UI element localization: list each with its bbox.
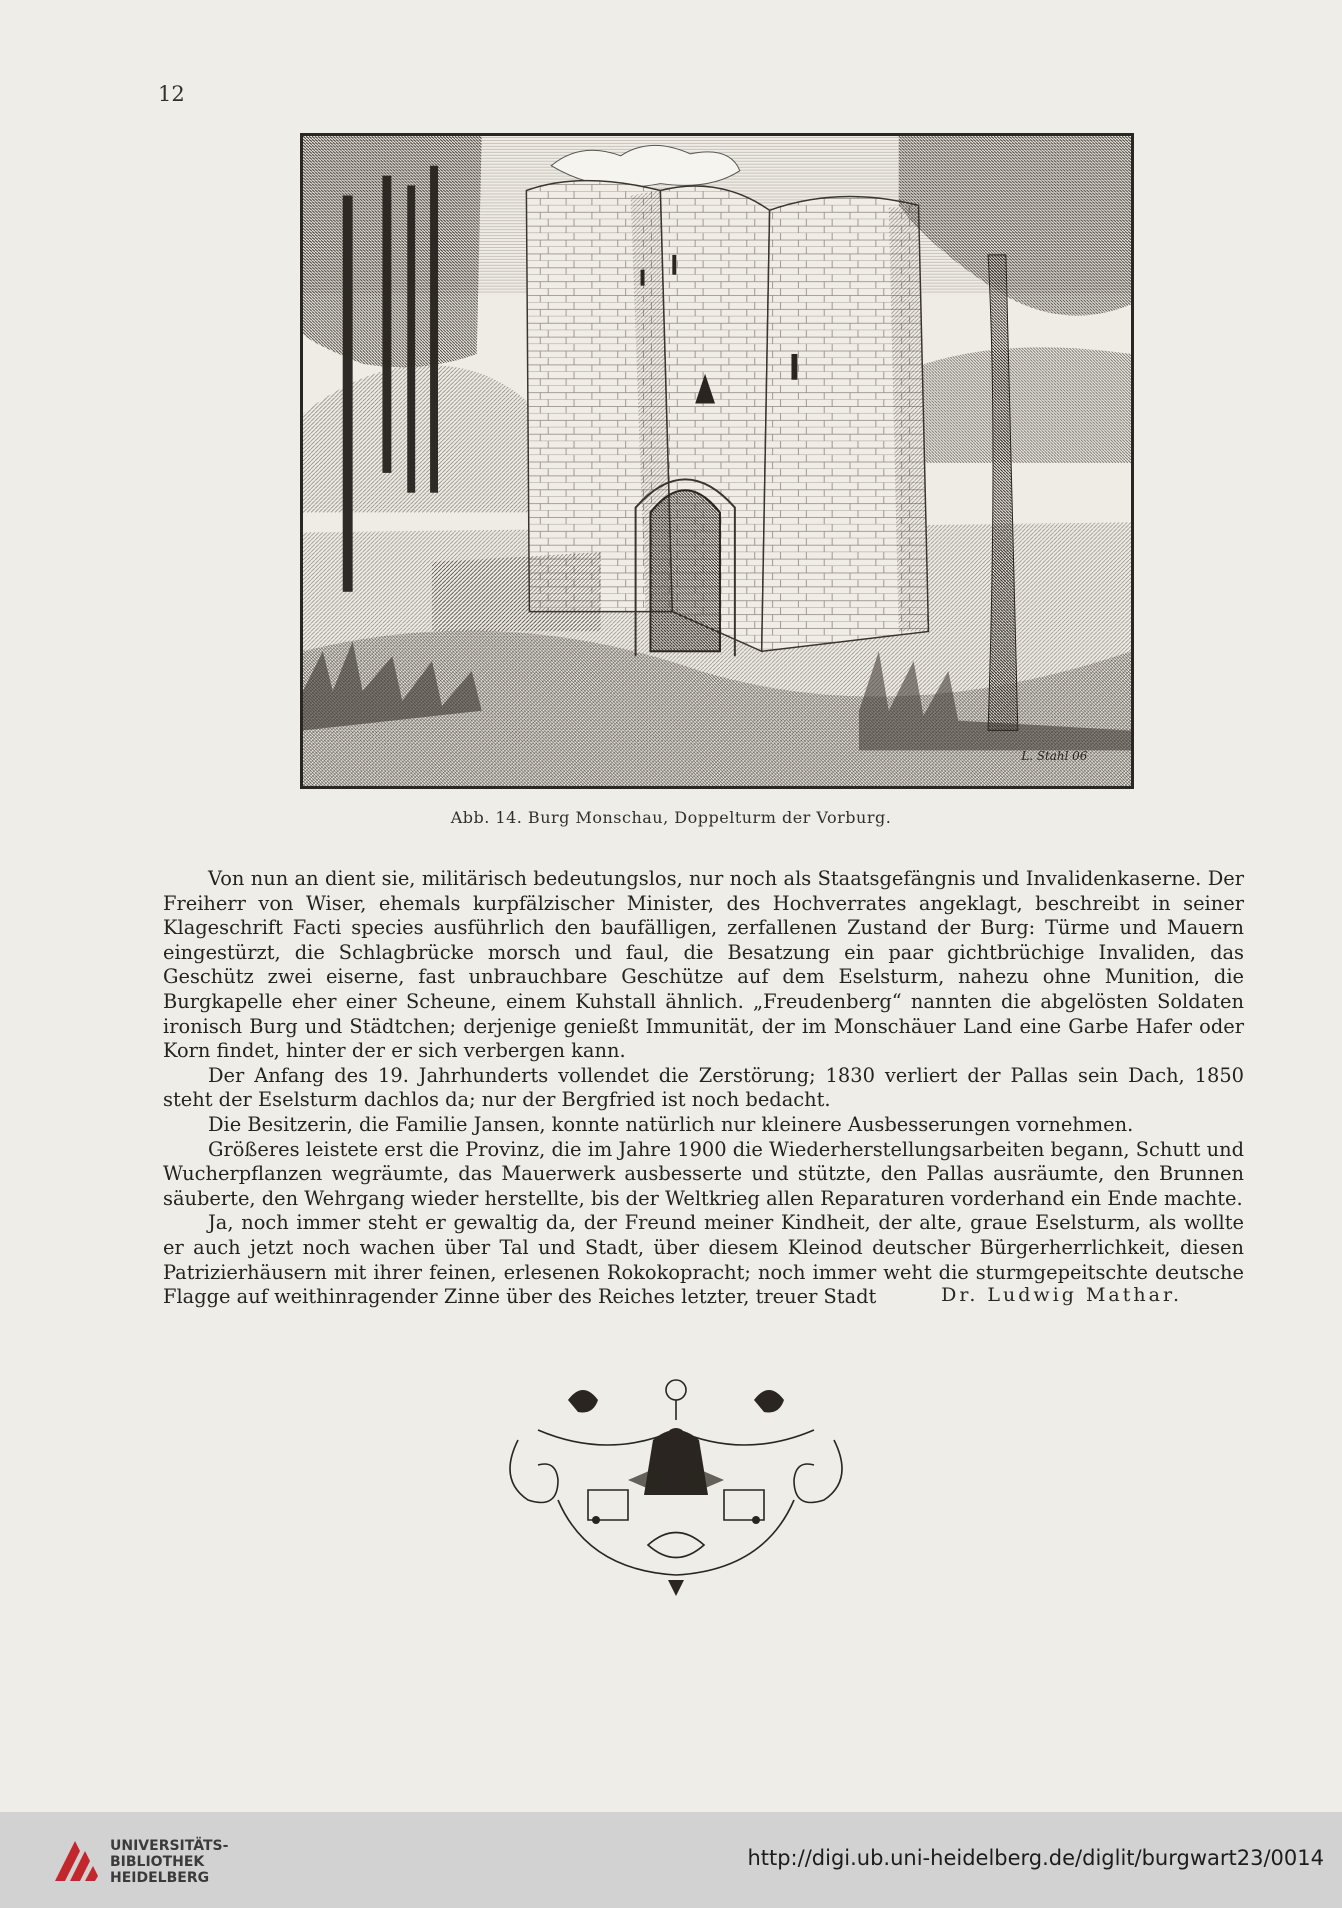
paragraph: Ja, noch immer steht er gewaltig da, der Freund meiner Kindheit, der alte, graue Eselsturm, als wollte er auch jetzt noch wachen über Tal und Stadt, über diesem Kleinod deutscher Bürgerherrlichkeit, diesen Patrizierhäusern mit ihrer feinen, erlesenen Rokokopracht; noch immer weht die sturmgepeitschte deutsche Flagge auf weithinragender Zinne über des Reiches letzter, treuer Stadt xyxy=(163,1211,1244,1309)
paragraph: Von nun an dient sie, militärisch bedeutungslos, nur noch als Staatsgefängnis und Invalidenkaserne. Der Freiherr von Wiser, ehemals kurpfälzischer Minister, des Hochverrates angeklagt, beschreibt in seiner Klageschrift Facti species ausführlich den baufälligen, zerfallenen Zustand der Burg: Türme und Mauern eingestürzt, die Schlagbrücke morsch und faul, die Besatzung ein paar gichtbrüchige Invaliden, das Geschütz zwei eiserne, fast unbrauchbare Geschütze auf dem Eselsturm, nahezu ohne Munition, die Burgkapelle eher einer Scheune, einem Kuhstall ähnlich. „Freudenberg“ nannten die abgelösten Soldaten ironisch Burg und Städtchen; derjenige genießt Immunität, der im Monschäuer Land eine Garbe Hafer oder Korn findet, hinter der er sich verbergen kann. xyxy=(163,867,1244,1063)
paragraph: Der Anfang des 19. Jahrhunderts vollendet die Zerstörung; 1830 verliert der Pallas sein Dach, 1850 steht der Eselsturm dachlos da; nur der Bergfried ist noch bedacht. xyxy=(163,1063,1244,1112)
scholar-ornament-icon xyxy=(498,1370,854,1596)
castle-illustration xyxy=(300,133,1134,789)
library-name-line: HEIDELBERG xyxy=(110,1870,210,1886)
ornamental-vignette xyxy=(498,1370,854,1596)
paragraph: Die Besitzerin, die Familie Jansen, konnte natürlich nur kleinere Ausbesserungen vornehmen. xyxy=(208,1112,1134,1136)
library-name-line: UNIVERSITÄTS- xyxy=(110,1838,229,1854)
library-footer xyxy=(0,1812,1342,1908)
castle-drawing xyxy=(303,136,1131,786)
artist-signature: L. Stahl 06 xyxy=(1021,749,1088,764)
paragraph: Größeres leistete erst die Provinz, die im Jahre 1900 die Wiederherstellungsarbeiten begann, Schutt und Wucherpflanzen wegräumte, das Mauerwerk ausbesserte und stützte, den Pallas ausräumte, den Brunnen säuberte, den Wehrgang wieder herstellte, bis der Weltkrieg allen Reparaturen vorderhand ein Ende machte. xyxy=(163,1137,1244,1210)
figure-caption: Abb. 14. Burg Monschau, Doppelturm der Vorburg. xyxy=(450,808,892,827)
page-number: 12 xyxy=(158,82,185,106)
university-library-logo-icon xyxy=(50,1836,100,1886)
library-name xyxy=(110,1838,228,1886)
author-signature: Dr. Ludwig Mathar. xyxy=(941,1284,1182,1306)
library-name-line: BIBLIOTHEK xyxy=(110,1854,205,1870)
source-url-link[interactable]: http://digi.ub.uni-heidelberg.de/diglit/burgwart23/0014 xyxy=(747,1846,1324,1870)
article-body xyxy=(163,867,1244,1310)
